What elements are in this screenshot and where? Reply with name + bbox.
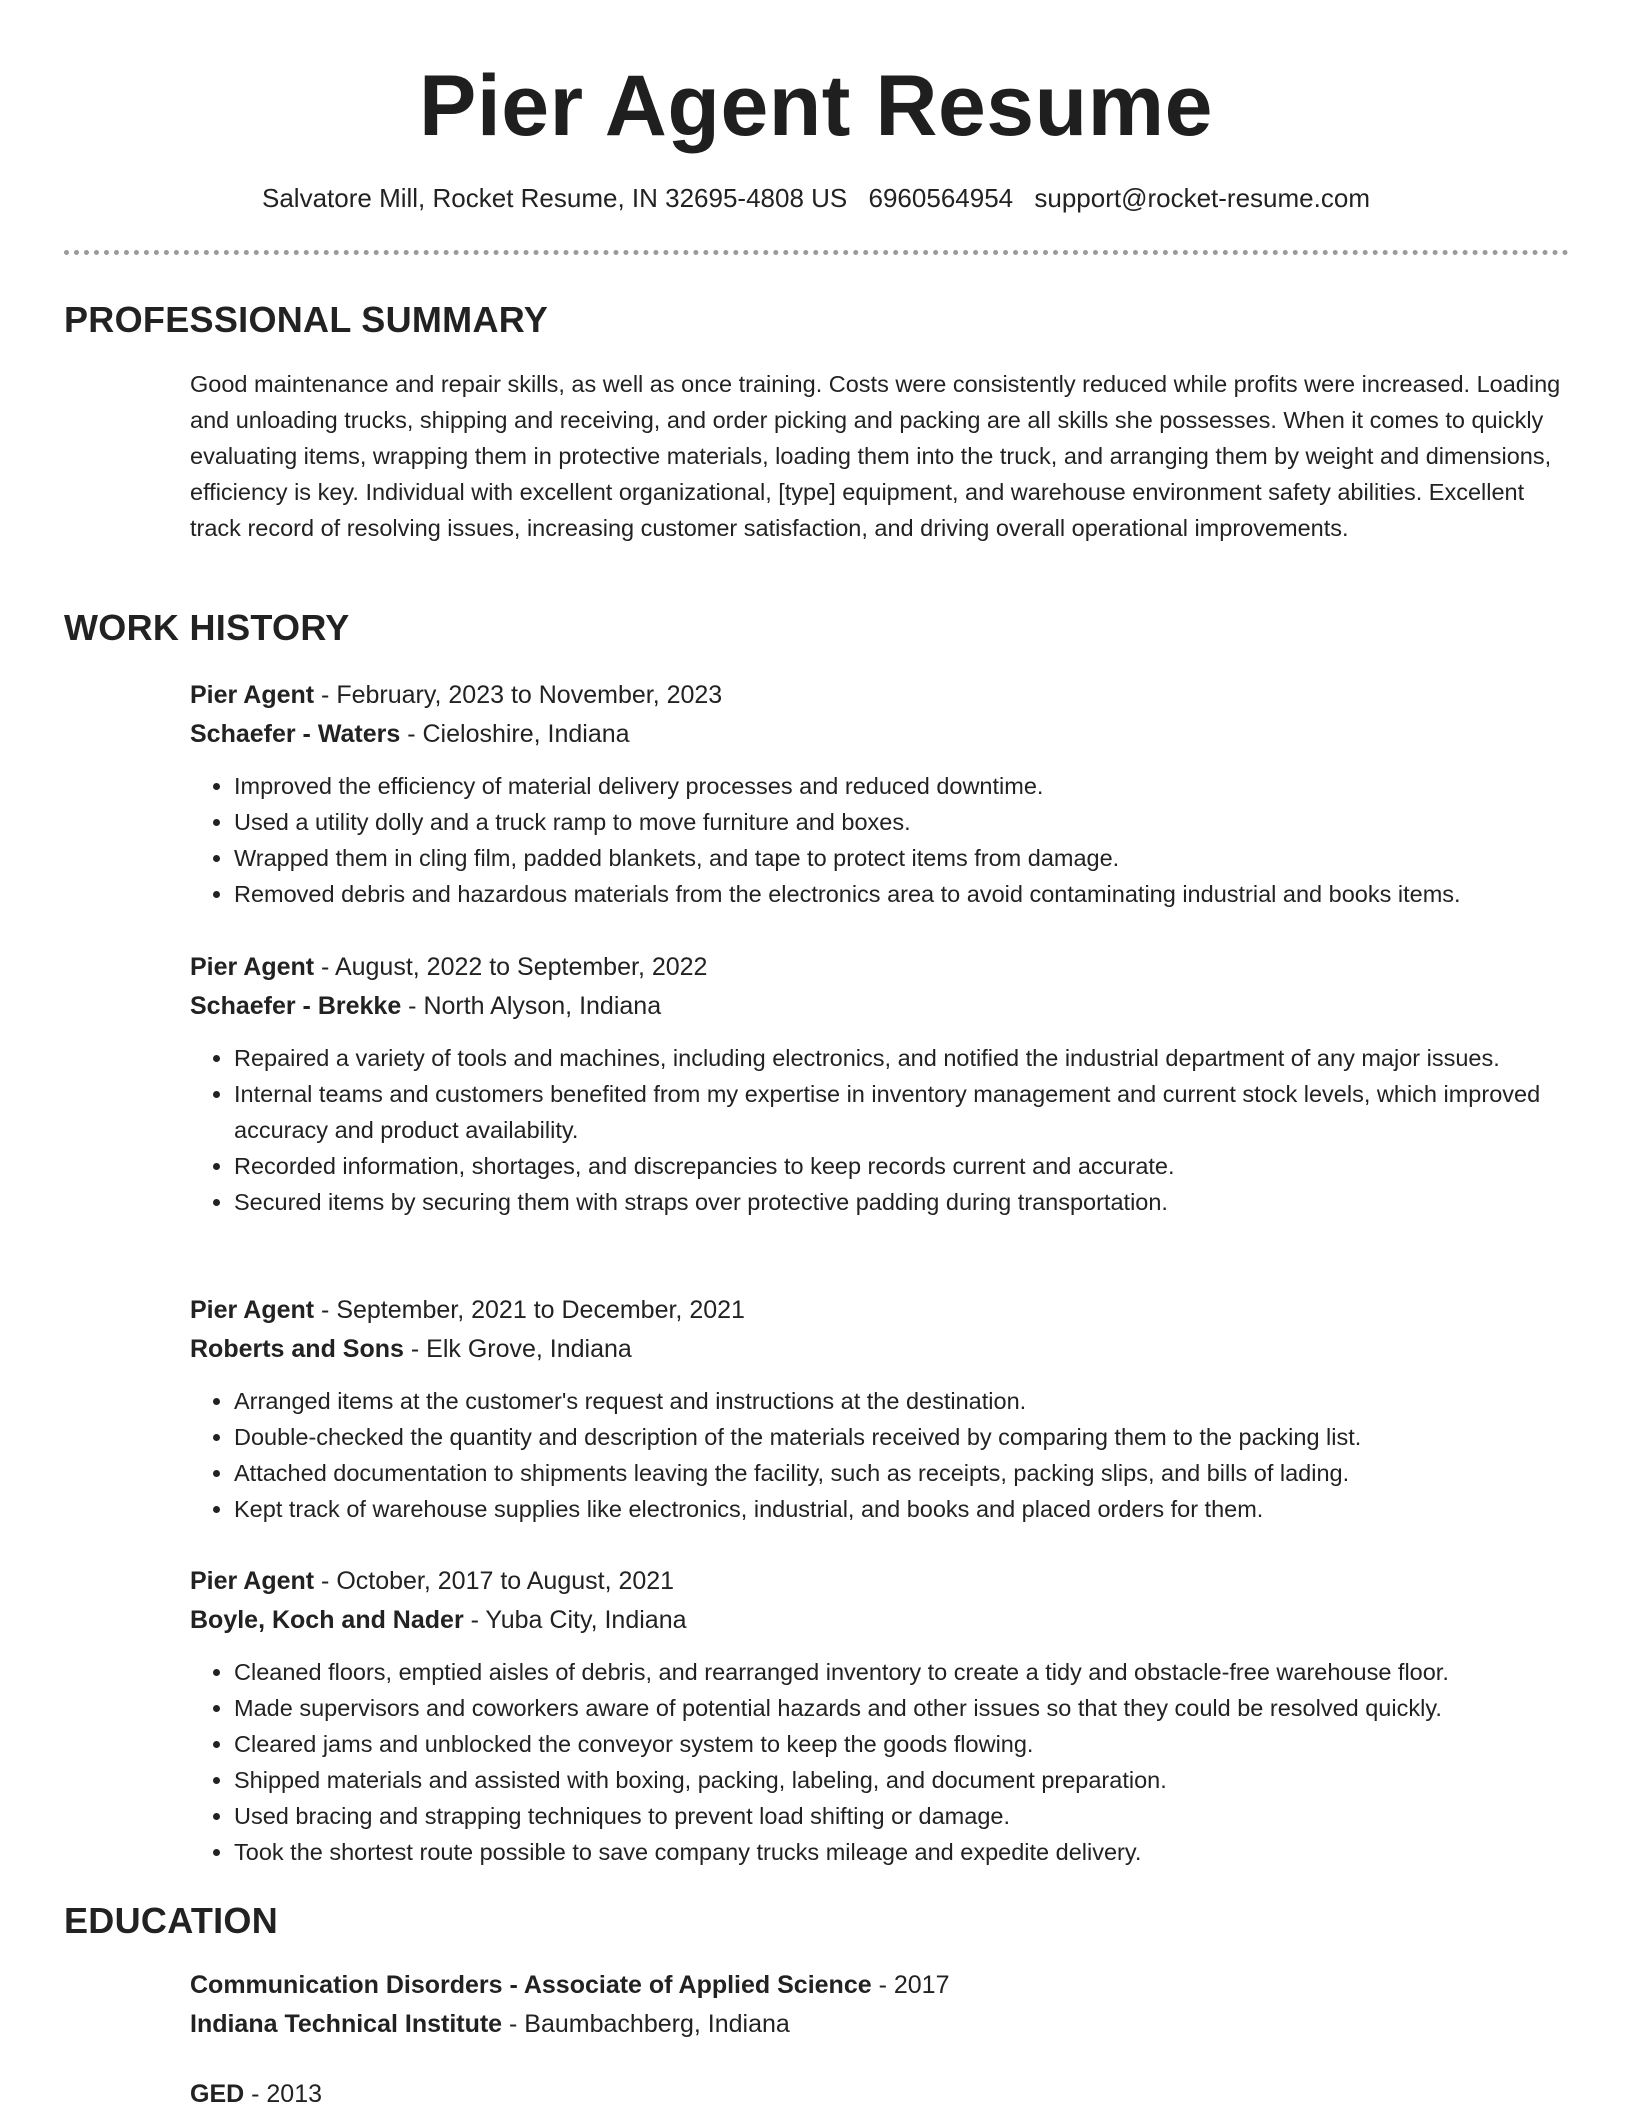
job-bullet: • Secured items by securing them with straps over protective padding during transportation.	[234, 1184, 1570, 1220]
job-title-line	[190, 1562, 1570, 1601]
job-bullet: • Removed debris and hazardous materials from the electronics area to avoid contaminating industrial and books items.	[234, 876, 1570, 912]
education-degree: GED	[190, 2080, 245, 2108]
job-bullet: • Kept track of warehouse supplies like electronics, industrial, and books and placed orders for them.	[234, 1491, 1570, 1527]
job-bullets	[190, 1383, 1570, 1527]
education-degree: Communication Disorders - Associate of Applied Science	[190, 1971, 872, 1999]
job-dates: - August, 2022 to September, 2022	[314, 953, 708, 981]
job-bullets	[190, 1654, 1570, 1870]
summary-text: Good maintenance and repair skills, as well as once training. Costs were consistently reduced while profits were increased. Loading and unloading trucks, shipping and receiving, and order picking and packing are all skills she possesses. When it comes to quickly evaluating items, wrapping them in protective materials, loading them into the truck, and arranging them by weight and dimensions, efficiency is key. Individual with excellent organizational, [type] equipment, and warehouse environment safety abilities. Excellent track record of resolving issues, increasing customer satisfaction, and driving overall operational improvements.	[190, 371, 1561, 541]
job-title: Pier Agent	[190, 1567, 315, 1595]
education-year: - 2017	[871, 1971, 950, 1999]
job-location: - Elk Grove, Indiana	[403, 1335, 632, 1363]
job-company-line	[190, 715, 1570, 754]
job-bullet: • Cleaned floors, emptied aisles of debris, and rearranged inventory to create a tidy and obstacle-free warehouse floor.	[234, 1654, 1570, 1690]
job-location: - Yuba City, Indiana	[463, 1606, 687, 1634]
job-bullet: • Used bracing and strapping techniques to prevent load shifting or damage.	[234, 1798, 1570, 1834]
job-bullet: • Arranged items at the customer's request and instructions at the destination.	[234, 1383, 1570, 1419]
job-company: Roberts and Sons	[190, 1335, 404, 1363]
job-company-line	[190, 1601, 1570, 1640]
job-bullet: • Double-checked the quantity and description of the materials received by comparing them to the packing list.	[234, 1419, 1570, 1455]
job-entry	[190, 1562, 1570, 1870]
job-entry	[190, 676, 1570, 912]
job-bullet: • Internal teams and customers benefited from my expertise in inventory management and current stock levels, which improved accuracy and product availability.	[234, 1076, 1570, 1148]
summary-heading: PROFESSIONAL SUMMARY	[64, 299, 549, 340]
education-school: Indiana Technical Institute	[190, 2010, 503, 2038]
job-bullet: • Used a utility dolly and a truck ramp to move furniture and boxes.	[234, 804, 1570, 840]
job-location: - Cieloshire, Indiana	[400, 720, 630, 748]
work-history-heading: WORK HISTORY	[64, 607, 350, 648]
contact-phone: 6960564954	[868, 183, 1014, 213]
job-title-line	[190, 676, 1570, 715]
job-dates: - October, 2017 to August, 2021	[314, 1567, 675, 1595]
job-bullet: • Shipped materials and assisted with boxing, packing, labeling, and document preparation.	[234, 1762, 1570, 1798]
job-bullets	[190, 768, 1570, 912]
job-title: Pier Agent	[190, 953, 315, 981]
job-company: Boyle, Koch and Nader	[190, 1606, 464, 1634]
education-entry	[190, 2075, 1570, 2114]
header-divider	[64, 250, 1569, 255]
job-bullet: • Wrapped them in cling film, padded blankets, and tape to protect items from damage.	[234, 840, 1570, 876]
job-bullet: • Made supervisors and coworkers aware of potential hazards and other issues so that they could be resolved quickly.	[234, 1690, 1570, 1726]
education-school-line	[190, 2005, 1570, 2044]
education-location: - Baumbachberg, Indiana	[502, 2010, 790, 2038]
job-bullets	[190, 1040, 1570, 1220]
job-location: - North Alyson, Indiana	[401, 992, 662, 1020]
job-bullet: • Took the shortest route possible to save company trucks mileage and expedite delivery.	[234, 1834, 1570, 1870]
job-bullet: • Cleared jams and unblocked the conveyor system to keep the goods flowing.	[234, 1726, 1570, 1762]
job-entry	[190, 948, 1570, 1220]
job-bullet: • Improved the efficiency of material delivery processes and reduced downtime.	[234, 768, 1570, 804]
job-company-line	[190, 987, 1570, 1026]
job-title-line	[190, 948, 1570, 987]
job-bullet: • Attached documentation to shipments leaving the facility, such as receipts, packing slips, and bills of lading.	[234, 1455, 1570, 1491]
job-entry	[190, 1291, 1570, 1527]
contact-address: Salvatore Mill, Rocket Resume, IN 32695-4808 US	[262, 183, 848, 213]
contact-line	[0, 181, 1632, 215]
contact-email: support@rocket-resume.com	[1034, 183, 1370, 213]
job-company: Schaefer - Waters	[190, 720, 401, 748]
job-title-line	[190, 1291, 1570, 1330]
resume-title: Pier Agent Resume	[419, 58, 1213, 154]
education-entry	[190, 1966, 1570, 2044]
job-company: Schaefer - Brekke	[190, 992, 402, 1020]
job-dates: - February, 2023 to November, 2023	[314, 681, 723, 709]
education-degree-line	[190, 1966, 1570, 2005]
education-year: - 2013	[244, 2080, 323, 2108]
education-degree-line	[190, 2075, 1570, 2114]
education-heading: EDUCATION	[64, 1900, 279, 1941]
job-bullet: • Repaired a variety of tools and machines, including electronics, and notified the industrial department of any major issues.	[234, 1040, 1570, 1076]
job-title: Pier Agent	[190, 681, 315, 709]
job-dates: - September, 2021 to December, 2021	[314, 1296, 745, 1324]
job-title: Pier Agent	[190, 1296, 315, 1324]
job-company-line	[190, 1330, 1570, 1369]
job-bullet: • Recorded information, shortages, and discrepancies to keep records current and accurate.	[234, 1148, 1570, 1184]
